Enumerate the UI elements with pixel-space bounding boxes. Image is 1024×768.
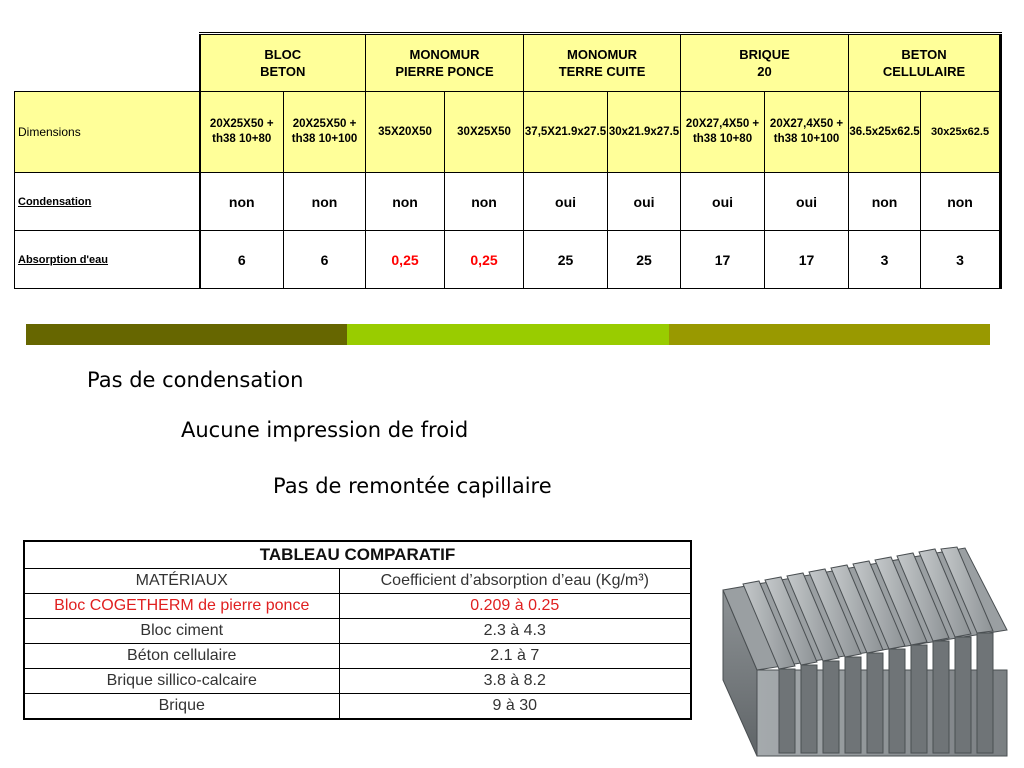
color-bar-segment <box>347 324 668 345</box>
header-line: PIERRE PONCE <box>395 64 494 79</box>
dimension-cell: 30x25x62.5 <box>921 92 1001 173</box>
dimension-cell: 36.5x25x62.5 <box>849 92 921 173</box>
color-bar-segment <box>669 324 990 345</box>
comparison-row-highlight <box>24 594 691 619</box>
comparison-title-row <box>24 541 691 569</box>
material-cell: Bloc ciment <box>24 619 339 644</box>
dimension-cell: 35X20X50 <box>366 92 445 173</box>
condensation-row <box>15 173 1001 231</box>
condensation-cell: oui <box>608 173 681 231</box>
material-comparison-table <box>14 32 1002 289</box>
column-header-materials: MATÉRIAUX <box>24 569 339 594</box>
material-cell: Bloc COGETHERM de pierre ponce <box>24 594 339 619</box>
dimension-cell: 20X27,4X50 + th38 10+80 <box>681 92 765 173</box>
absorption-cell: 3 <box>921 231 1001 289</box>
header-line: BRIQUE <box>739 47 790 62</box>
dimension-cell: 20X25X50 + th38 10+80 <box>200 92 284 173</box>
header-line: TERRE CUITE <box>558 64 646 79</box>
statement-no-cold-feeling: Aucune impression de froid <box>181 418 469 442</box>
comparison-header-row <box>24 569 691 594</box>
row-label-dimensions: Dimensions <box>15 92 200 173</box>
header-line: MONOMUR <box>409 47 480 62</box>
condensation-cell: oui <box>681 173 765 231</box>
material-cell: Brique sillico-calcaire <box>24 669 339 694</box>
absorption-cell-highlight: 0,25 <box>366 231 445 289</box>
absorption-cell: 17 <box>681 231 765 289</box>
absorption-cell: 25 <box>524 231 608 289</box>
header-monomur-pierre-ponce <box>366 34 524 92</box>
condensation-cell: oui <box>524 173 608 231</box>
perforated-pumice-block-icon <box>715 520 1015 760</box>
coefficient-cell: 2.1 à 7 <box>339 644 691 669</box>
row-label-condensation: Condensation <box>15 173 200 231</box>
comparison-row <box>24 644 691 669</box>
material-cell: Béton cellulaire <box>24 644 339 669</box>
absorption-row <box>15 231 1001 289</box>
header-line: BLOC <box>264 47 302 62</box>
absorption-cell: 6 <box>200 231 284 289</box>
comparison-row <box>24 694 691 720</box>
dimension-cell: 37,5X21.9x27.5 <box>524 92 608 173</box>
condensation-cell: non <box>921 173 1001 231</box>
header-brique-20 <box>681 34 849 92</box>
absorption-cell: 3 <box>849 231 921 289</box>
condensation-cell: non <box>200 173 284 231</box>
row-label-absorption: Absorption d'eau <box>15 231 200 289</box>
coefficient-cell: 2.3 à 4.3 <box>339 619 691 644</box>
table-header-row <box>15 34 1001 92</box>
statement-no-condensation: Pas de condensation <box>87 368 304 392</box>
absorption-cell-highlight: 0,25 <box>445 231 524 289</box>
coefficient-cell: 9 à 30 <box>339 694 691 720</box>
comparison-row <box>24 669 691 694</box>
condensation-cell: non <box>366 173 445 231</box>
coefficient-cell: 0.209 à 0.25 <box>339 594 691 619</box>
statement-no-capillary-rise: Pas de remontée capillaire <box>273 474 552 498</box>
condensation-cell: non <box>849 173 921 231</box>
header-line: MONOMUR <box>567 47 638 62</box>
condensation-cell: oui <box>765 173 849 231</box>
absorption-cell: 17 <box>765 231 849 289</box>
header-line: BETON <box>901 47 947 62</box>
color-bar-segment <box>26 324 347 345</box>
condensation-cell: non <box>445 173 524 231</box>
condensation-cell: non <box>284 173 366 231</box>
header-monomur-terre-cuite <box>524 34 681 92</box>
header-bloc-beton <box>200 34 366 92</box>
dimension-cell: 20X27,4X50 + th38 10+100 <box>765 92 849 173</box>
coefficient-cell: 3.8 à 8.2 <box>339 669 691 694</box>
comparison-title: TABLEAU COMPARATIF <box>24 541 691 569</box>
header-beton-cellulaire <box>849 34 1001 92</box>
comparison-row <box>24 619 691 644</box>
column-header-coefficient: Coefficient d’absorption d’eau (Kg/m³) <box>339 569 691 594</box>
header-line: BETON <box>260 64 306 79</box>
color-divider-bar <box>26 324 990 345</box>
header-line: 20 <box>757 64 772 79</box>
absorption-cell: 6 <box>284 231 366 289</box>
material-cell: Brique <box>24 694 339 720</box>
absorption-cell: 25 <box>608 231 681 289</box>
absorption-comparison-table <box>23 540 692 720</box>
dimensions-row <box>15 92 1001 173</box>
dimension-cell: 30X25X50 <box>445 92 524 173</box>
header-line: CELLULAIRE <box>882 64 966 79</box>
dimension-cell: 20X25X50 + th38 10+100 <box>284 92 366 173</box>
dimension-cell: 30x21.9x27.5 <box>608 92 681 173</box>
header-corner-cell <box>15 34 200 92</box>
